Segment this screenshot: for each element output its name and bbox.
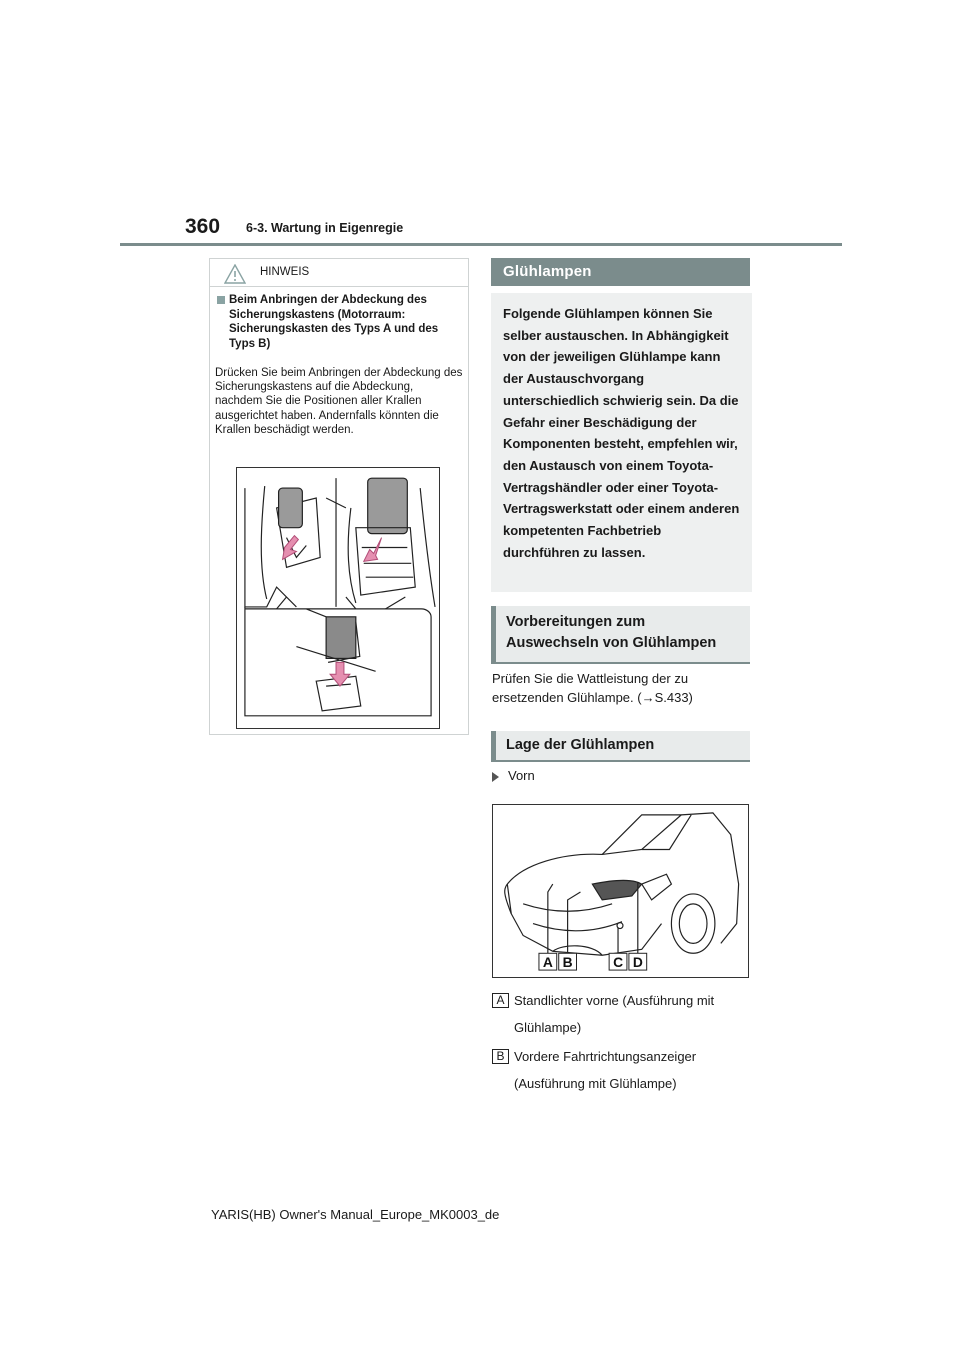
notice-body: Drücken Sie beim Anbringen der Abdeckung des Sicherungskastens auf die Abdeckung, nachdem Sie die Positionen aller Krallen ausgerichtet haben. Andernfalls könnten die Krallen beschädigt werden. (215, 367, 463, 436)
section-header: 6-3. Wartung in Eigenregie (246, 221, 404, 235)
bulb-item-b (492, 1043, 752, 1097)
prep-subheading: Vorbereitungen zum Auswechseln von Glühlampen (491, 606, 750, 664)
item-b-line2: (Ausführung mit Glühlampe) (514, 1076, 677, 1091)
notice-heading-text: Beim Anbringen der Abdeckung des Sicherungskastens (Motorraum: Sicherungskasten des Typs A und des Typs B) (229, 294, 439, 350)
item-badge-a: A (492, 993, 509, 1008)
prep-text: Prüfen Sie die Wattleistung der zu ersetzenden Glühlampe. (→S.433) (492, 671, 693, 705)
front-label-text: Vorn (508, 768, 535, 783)
item-b-line1: Vordere Fahrtrichtungsanzeiger (514, 1049, 697, 1064)
item-a-line2: Glühlampe) (514, 1020, 582, 1035)
footer-text: YARIS(HB) Owner's Manual_Europe_MK0003_de (211, 1207, 500, 1222)
item-badge-b: B (492, 1049, 509, 1064)
notice-heading (215, 293, 463, 351)
location-subheading: Lage der Glühlampen (491, 731, 750, 762)
figure-label-d: D (632, 954, 643, 971)
front-label (492, 768, 535, 783)
figure-label-c: C (613, 954, 624, 971)
fuse-box-cover-illustration (236, 467, 440, 729)
figure-label-b: B (562, 954, 573, 971)
figure-label-a: A (542, 954, 553, 971)
page-number: 360 (185, 215, 221, 238)
item-a-line1: Standlichter vorne (Ausführung mit (514, 993, 715, 1008)
header-rule (120, 243, 842, 246)
notice-title-row (210, 259, 468, 287)
bulbs-intro-box: Folgende Glühlampen können Sie selber austauschen. In Abhängigkeit von der jeweiligen Glühlampe kann der Austauschvorgang unterschiedlich schwierig sein. Da die Gefahr einer Beschädigung der Komponenten besteht, empfehlen wir, den Austausch von einem Toyota-Vertragshändler oder einer Toyota-Vertragswerkstatt oder einem anderen kompetenten Fachbetrieb durchführen zu lassen. (491, 293, 752, 592)
square-bullet-icon (217, 296, 225, 304)
car-front-illustration (492, 804, 749, 978)
notice-title: HINWEIS (260, 266, 310, 278)
triangle-bullet-icon (492, 772, 499, 782)
notice-box (209, 258, 469, 735)
warning-triangle-icon (224, 264, 246, 284)
section-banner-bulbs: Glühlampen (491, 258, 750, 286)
bulb-item-a (492, 987, 752, 1041)
